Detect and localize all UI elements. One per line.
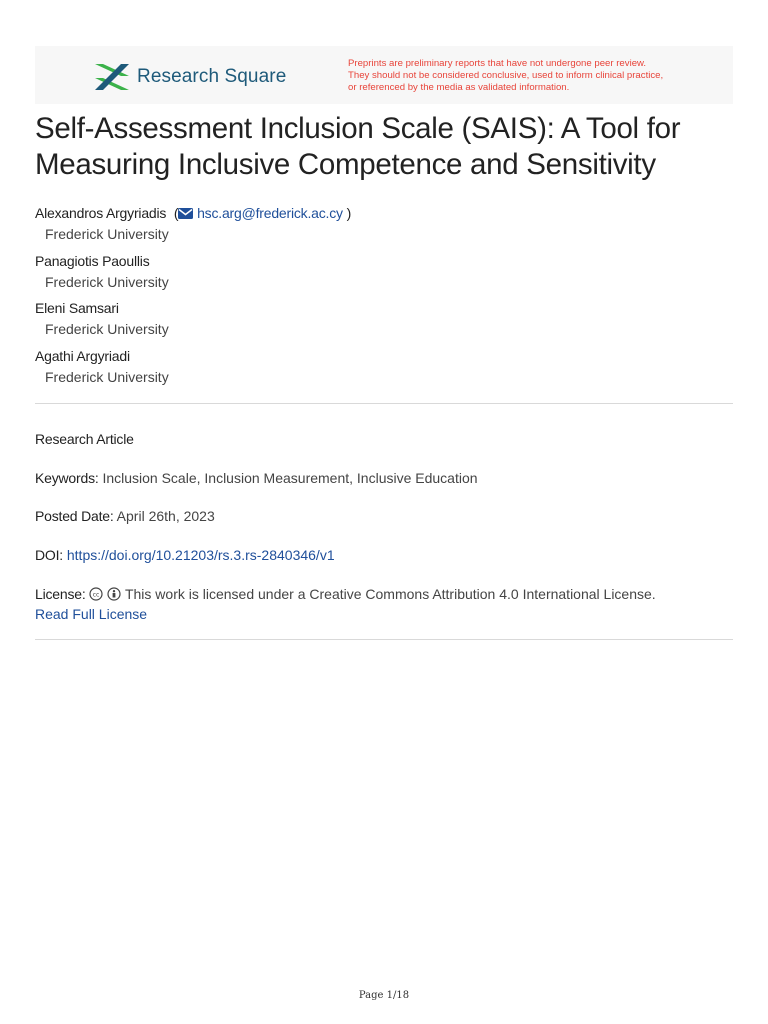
research-square-logo-icon [93,62,131,92]
author-affiliation: Frederick University [45,226,169,242]
keywords-value: Inclusion Scale, Inclusion Measurement, Inclusive Education [102,470,478,486]
preprint-disclaimer [348,58,663,94]
doi-link[interactable]: https://doi.org/10.21203/rs.3.rs-2840346/v1 [66,547,335,563]
keywords-label: Keywords: [35,470,99,486]
read-full-license-link[interactable]: Read Full License [35,606,148,622]
author-affiliation: Frederick University [45,321,169,337]
author-item [35,345,351,393]
doi-row [35,545,335,565]
keywords-row [35,468,478,488]
author-email: hsc.arg@frederick.ac.cy [197,205,343,221]
posted-date-value: April 26th, 2023 [116,508,215,524]
brand-name: Research Square [137,66,287,87]
article-type: Research Article [35,431,134,447]
author-name: Alexandros Argyriadis [35,205,167,221]
author-name: Agathi Argyriadi [35,347,130,364]
paper-title [35,111,735,183]
envelope-icon [178,208,193,219]
author-item [35,297,351,345]
page-number: Page 1/18 [358,990,410,1001]
author-list [35,202,351,392]
doi-label: DOI: [35,547,63,563]
creative-commons-icon [89,587,103,601]
author-item [35,202,351,250]
author-email-link[interactable] [178,205,342,221]
author-name: Panagiotis Paoullis [35,252,150,269]
disclaimer-line: or referenced by the media as validated information. [348,82,570,93]
author-affiliation: Frederick University [45,368,169,385]
disclaimer-line: Preprints are preliminary reports that have not undergone peer review. [348,58,647,69]
title-line: Self-Assessment Inclusion Scale (SAIS): A Tool for [35,112,681,145]
divider [35,639,733,640]
posted-date-label: Posted Date: [35,508,114,524]
preprint-banner [35,46,733,104]
author-affiliation: Frederick University [45,273,169,290]
title-line: Measuring Inclusive Competence and Sensitivity [35,148,656,181]
divider [35,403,733,404]
disclaimer-line: They should not be considered conclusive, used to inform clinical practice, [348,70,664,81]
license-row [35,584,733,624]
attribution-icon [107,587,121,601]
email-open-paren: ( [173,205,179,221]
posted-date-row [35,506,215,526]
author-name: Eleni Samsari [35,300,119,316]
research-square-logo[interactable] [93,62,286,92]
license-text: This work is licensed under a Creative Commons Attribution 4.0 International License. [124,586,656,602]
license-label: License: [35,586,86,602]
svg-text:cc: cc [93,591,100,599]
author-item [35,250,351,298]
email-close-paren: ) [346,205,352,221]
